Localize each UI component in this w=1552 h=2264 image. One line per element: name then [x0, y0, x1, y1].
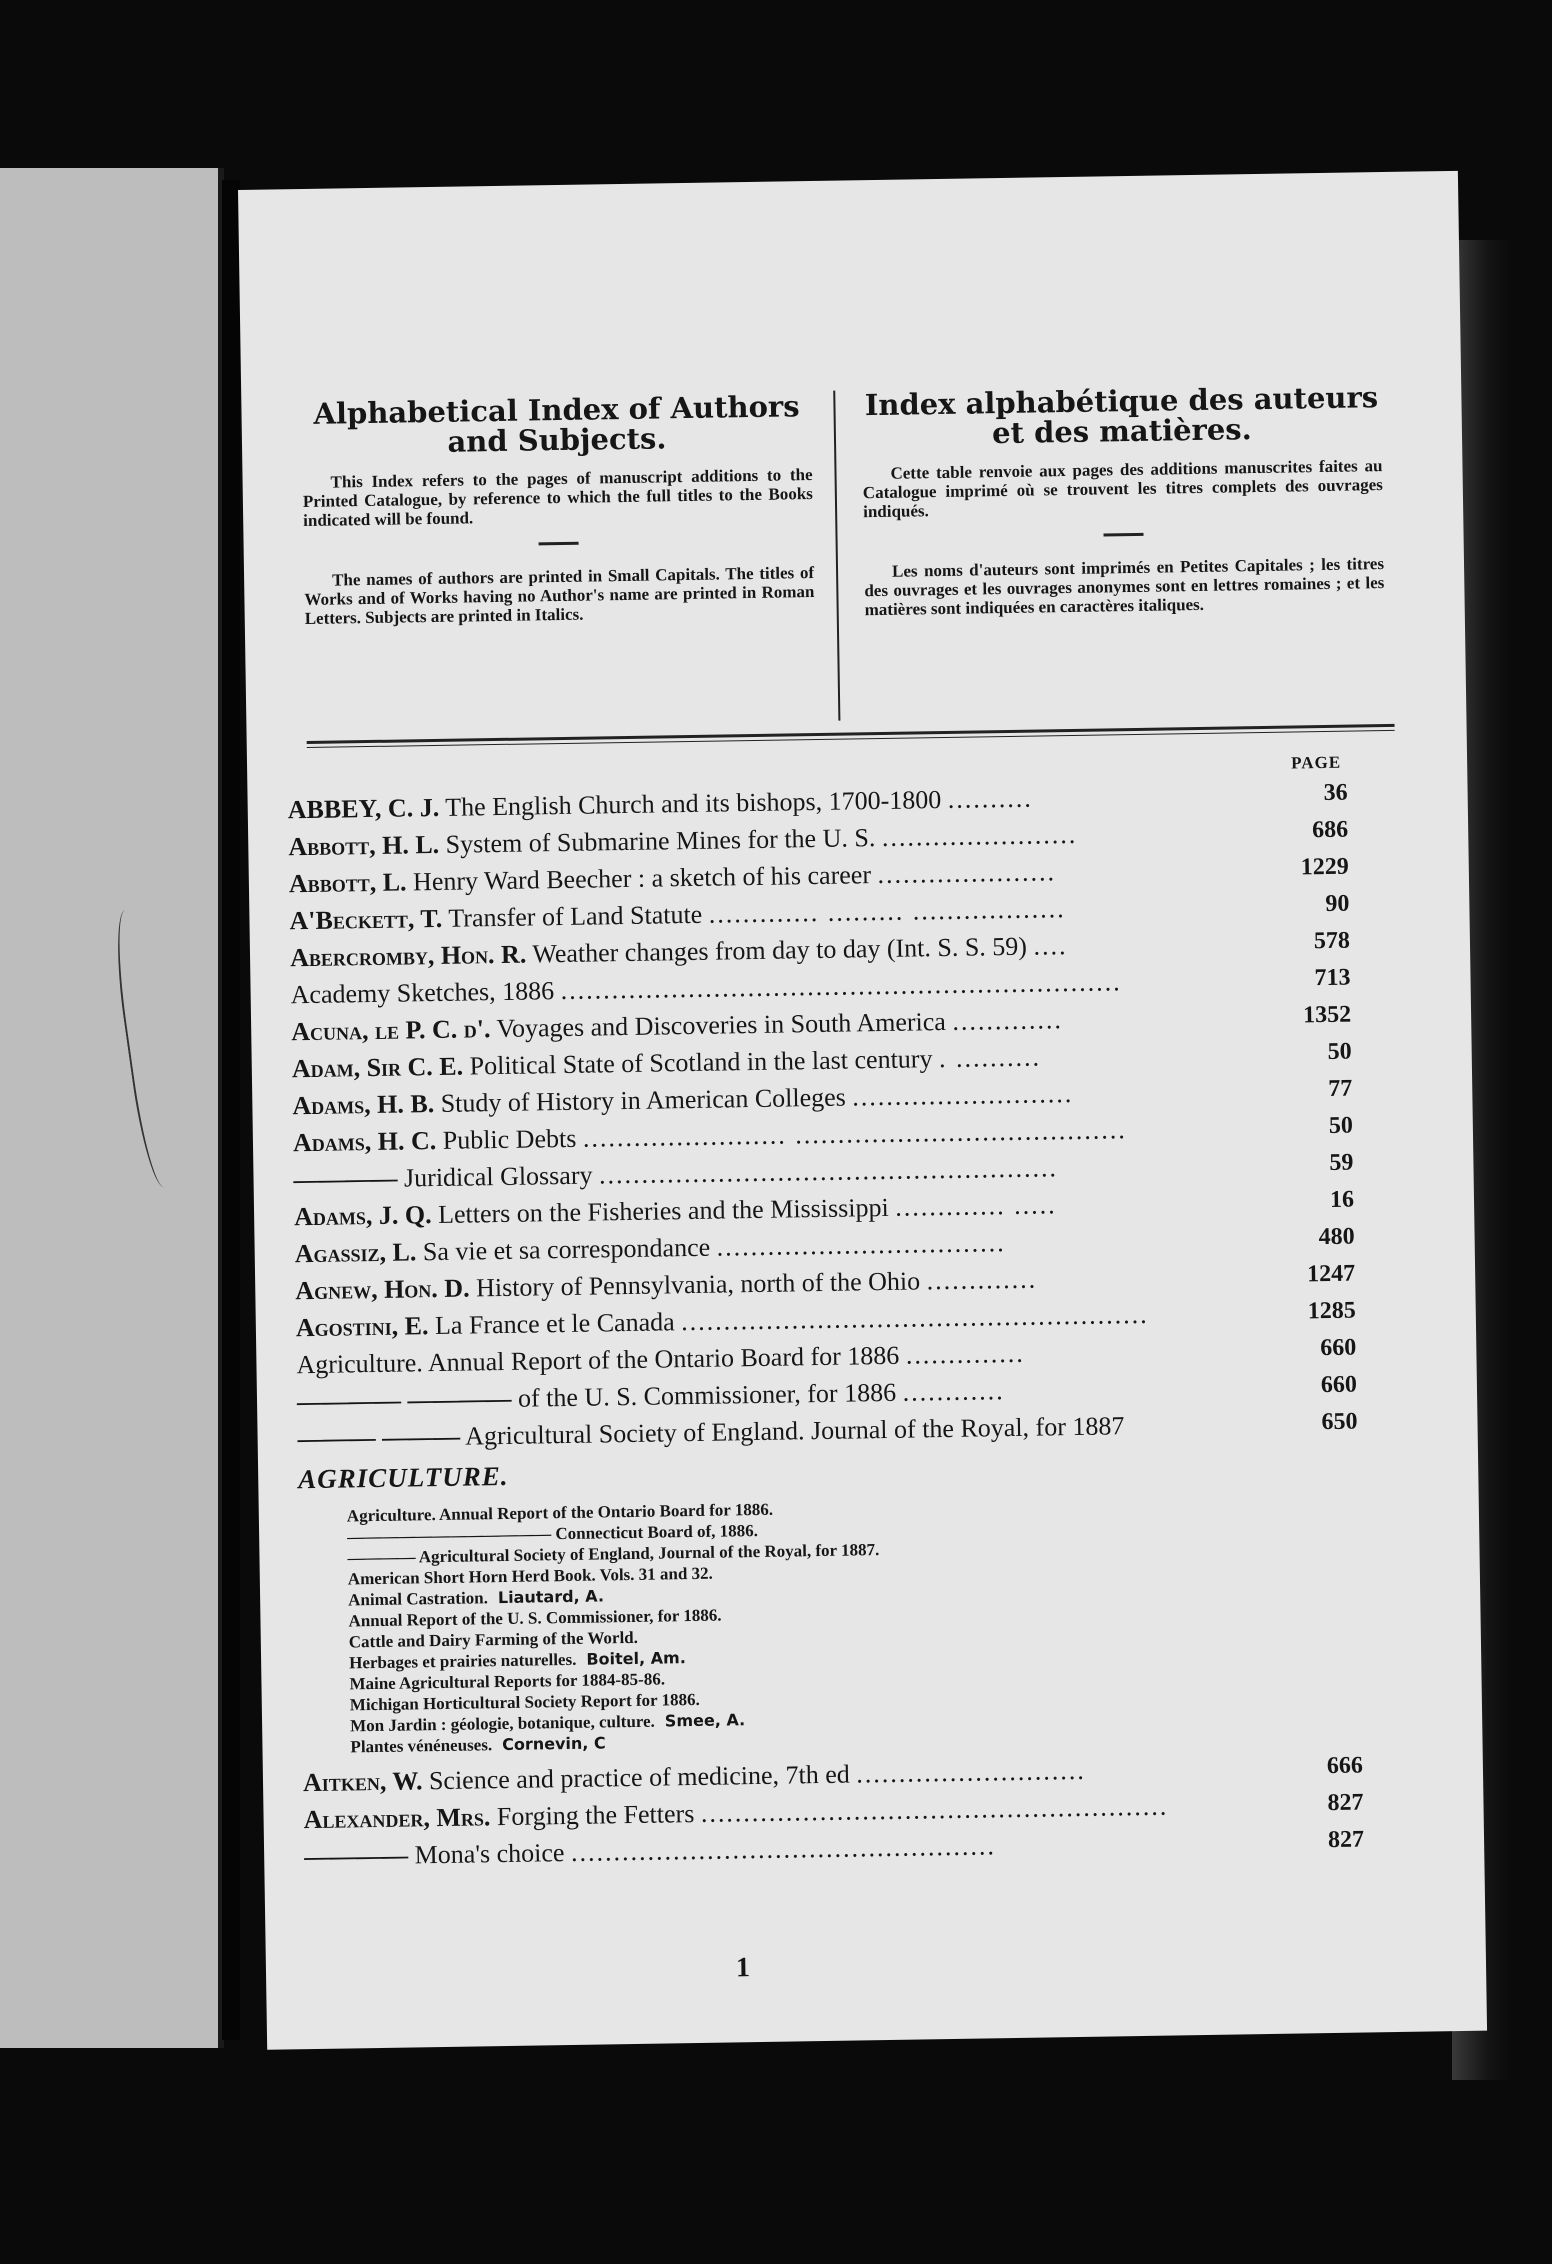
entry-leader: ............. — [926, 1264, 1038, 1296]
entry-author: Acuna, le P. C. d'. — [291, 1014, 491, 1047]
pencil-mark — [109, 906, 190, 1189]
entry-list — [287, 774, 1397, 1457]
entry-list-after — [303, 1747, 1405, 1875]
english-title: Alphabetical Index of Authors and Subjects. — [313, 389, 800, 459]
entry-author: ———— — [293, 1163, 398, 1195]
entry-title: La France et le Canada — [434, 1307, 675, 1341]
page-number: 1 — [735, 1952, 751, 1984]
entry-leader: .................................................................. — [560, 967, 1122, 1006]
entry-title: Study of History in American Colleges — [440, 1082, 847, 1118]
french-notation: Les noms d'auteurs sont imprimés en Petites Capitales ; les titres des ouvrages et les ouvrages anonymes sont en lettres romaines ; et les matières sont indiquées en caractères italiques. — [864, 554, 1385, 620]
entry-page: 1229 — [1300, 853, 1349, 881]
double-rule-top — [307, 724, 1395, 744]
entry-leader: ............. ......... .................. — [708, 894, 1066, 929]
french-column — [861, 382, 1385, 619]
subject-heading: AGRICULTURE. — [298, 1460, 509, 1495]
index-header — [301, 382, 1386, 729]
entry-page: 1285 — [1307, 1297, 1356, 1325]
entry-page: 650 — [1321, 1408, 1358, 1436]
entry-title: Academy Sketches, 1886 — [290, 976, 555, 1010]
entry-page: 1352 — [1302, 1001, 1352, 1029]
entry-page: 578 — [1313, 927, 1351, 955]
entry-page: 827 — [1327, 1826, 1365, 1854]
entry-leader: ...................................................... — [598, 1153, 1059, 1190]
entry-title: The English Church and its bishops, 1700-1800 — [444, 785, 942, 822]
entry-page: 686 — [1311, 816, 1349, 844]
entry-leader: ..................... — [877, 857, 1057, 890]
entry-title: Agricultural Society of England. Journal of the Royal, for 1887 — [464, 1411, 1125, 1451]
subject-item-author: Boitel, Am. — [586, 1648, 686, 1669]
entry-title: Letters on the Fisheries and the Mississippi — [437, 1192, 889, 1229]
subject-item-title: Michigan Horticultural Society Report for 1886. — [349, 1689, 700, 1715]
entry-title: Political State of Scotland in the last century — [469, 1044, 933, 1081]
entry-title: Transfer of Land Statute — [448, 899, 703, 933]
english-notation: The names of authors are printed in Small Capitals. The titles of Works and of Works having no Author's name are printed in Roman Letters. Subjects are printed in Italics. — [304, 562, 815, 629]
entry-title: Sa vie et sa correspondance — [422, 1232, 711, 1267]
entry-title: Weather changes from day to day (Int. S. S. 59) — [532, 931, 1028, 969]
entry-title: Mona's choice — [414, 1838, 565, 1870]
left-page-edge — [0, 168, 224, 2048]
entry-page: 827 — [1327, 1789, 1364, 1817]
entry-page: 713 — [1314, 964, 1351, 992]
entry-page: 666 — [1326, 1752, 1364, 1780]
subject-item-author: Smee, A. — [664, 1710, 746, 1731]
entry-page: 660 — [1320, 1334, 1357, 1362]
entry-page: 480 — [1318, 1223, 1355, 1251]
entry-page: 59 — [1329, 1149, 1354, 1176]
entry-author: ———— ———— — [296, 1383, 512, 1417]
entry-author: A'Beckett, T. — [289, 903, 443, 936]
entry-author: Agnew, Hon. D. — [295, 1273, 470, 1306]
entry-page: 90 — [1325, 890, 1350, 918]
entry-page: 50 — [1328, 1112, 1354, 1139]
book-gutter — [222, 180, 240, 2040]
separator-dash — [1104, 533, 1144, 537]
entry-leader: .......................... — [852, 1078, 1074, 1112]
subject-item-title: ———— Agricultural Society of England, Journal of the Royal, for 1887. — [347, 1540, 880, 1568]
entry-title: Agriculture. Annual Report of the Ontario Board for 1886 — [296, 1340, 900, 1380]
entry-page: 16 — [1329, 1186, 1355, 1213]
subject-item-title: Animal Castration. — [348, 1588, 489, 1610]
entry-page: 36 — [1323, 779, 1348, 807]
entry-author: Adams, J. Q. — [293, 1200, 432, 1232]
entry-leader: .......... — [947, 783, 1034, 814]
entry-title: Science and practice of medicine, 7th ed — [428, 1759, 850, 1796]
entry-title: Public Debts — [442, 1123, 577, 1155]
subject-item-title: Agriculture. Annual Report of the Ontario Board for 1886. — [346, 1499, 774, 1526]
entry-title: Forging the Fetters — [496, 1799, 695, 1832]
entry-author: Abbott, H. L. — [288, 829, 440, 862]
entry-page: 660 — [1320, 1371, 1358, 1399]
entry-leader: ............. ..... — [894, 1190, 1057, 1222]
column-divider — [833, 391, 840, 721]
entry-author: Abbott, L. — [288, 867, 407, 899]
entry-leader: ............ — [902, 1376, 1005, 1407]
entry-leader: .................................. — [716, 1228, 1006, 1262]
entry-author: ——— ——— — [297, 1421, 461, 1454]
entry-title: of the U. S. Commissioner, for 1886 — [517, 1377, 897, 1413]
subject-item-title: Herbages et prairies naturelles. — [349, 1649, 577, 1673]
entry-author: Agassiz, L. — [294, 1237, 417, 1269]
subject-item-author: Liautard, A. — [497, 1586, 605, 1608]
english-column — [301, 391, 815, 628]
entry-author: ABBEY, C. J. — [287, 792, 440, 825]
french-intro: Cette table renvoie aux pages des additions manuscrites faites au Catalogue imprimé où se trouvent les titres complets des ouvrages indiqués. — [862, 456, 1383, 522]
subject-list — [347, 1489, 1403, 1757]
entry-leader: .................................................. — [570, 1831, 997, 1867]
entry-title: Juridical Glossary — [403, 1160, 593, 1193]
page-column-header: PAGE — [1291, 752, 1342, 773]
index-entries — [287, 752, 1404, 1875]
entry-author: Alexander, Mrs. — [303, 1802, 491, 1835]
entry-title: Voyages and Discoveries in South America — [496, 1006, 947, 1044]
english-intro: This Index refers to the pages of manuscript additions to the Printed Catalogue, by reference to which the full titles to the Books indicated will be found. — [302, 465, 813, 531]
entry-leader: ....................................................... — [680, 1299, 1149, 1337]
entry-leader: ........................ ....................................... — [582, 1115, 1127, 1153]
entry-leader: . .......... — [938, 1042, 1042, 1074]
subject-item-title: Annual Report of the U. S. Commissioner, for 1886. — [348, 1605, 722, 1631]
entry-leader: ....................... — [881, 819, 1078, 852]
entry-page: 1247 — [1306, 1260, 1356, 1288]
subject-item-title: Plantes vénéneuses. — [350, 1735, 493, 1757]
french-title: Index alphabétique des auteurs et des matières. — [864, 380, 1379, 451]
entry-author: Abercromby, Hon. R. — [289, 939, 527, 973]
subject-item-title: American Short Horn Herd Book. Vols. 31 and 32. — [347, 1563, 713, 1589]
entry-page: 77 — [1328, 1075, 1353, 1102]
entry-page: 50 — [1327, 1038, 1352, 1065]
document-page — [238, 171, 1487, 2050]
subject-item-title: Cattle and Dairy Farming of the World. — [348, 1627, 639, 1652]
entry-author: Agostini, E. — [295, 1311, 429, 1343]
subject-item-title: ———————————— Connecticut Board of, 1886. — [347, 1520, 759, 1547]
entry-author: Aitken, W. — [302, 1766, 423, 1798]
subject-item-author: Cornevin, C — [501, 1733, 606, 1755]
entry-author: Adams, H. B. — [292, 1089, 435, 1121]
subject-item-title: Maine Agricultural Reports for 1884-85-86. — [349, 1669, 666, 1694]
separator-dash — [539, 542, 579, 546]
entry-leader: ........................... — [856, 1755, 1086, 1789]
entry-title: Henry Ward Beecher : a sketch of his career — [412, 860, 872, 897]
entry-title: System of Submarine Mines for the U. S. — [445, 823, 876, 859]
entry-leader: .............. — [905, 1338, 1026, 1370]
entry-leader: .... — [1033, 931, 1068, 961]
entry-author: Adam, Sir C. E. — [291, 1051, 464, 1084]
entry-author: ———— — [303, 1840, 409, 1872]
entry-leader: ............. — [952, 1005, 1064, 1036]
entry-leader: ....................................................... — [700, 1791, 1169, 1828]
entry-author: Adams, H. C. — [292, 1126, 437, 1158]
subject-item-title: Mon Jardin : géologie, botanique, culture. — [349, 1711, 656, 1736]
entry-title: History of Pennsylvania, north of the Ohio — [475, 1266, 921, 1303]
